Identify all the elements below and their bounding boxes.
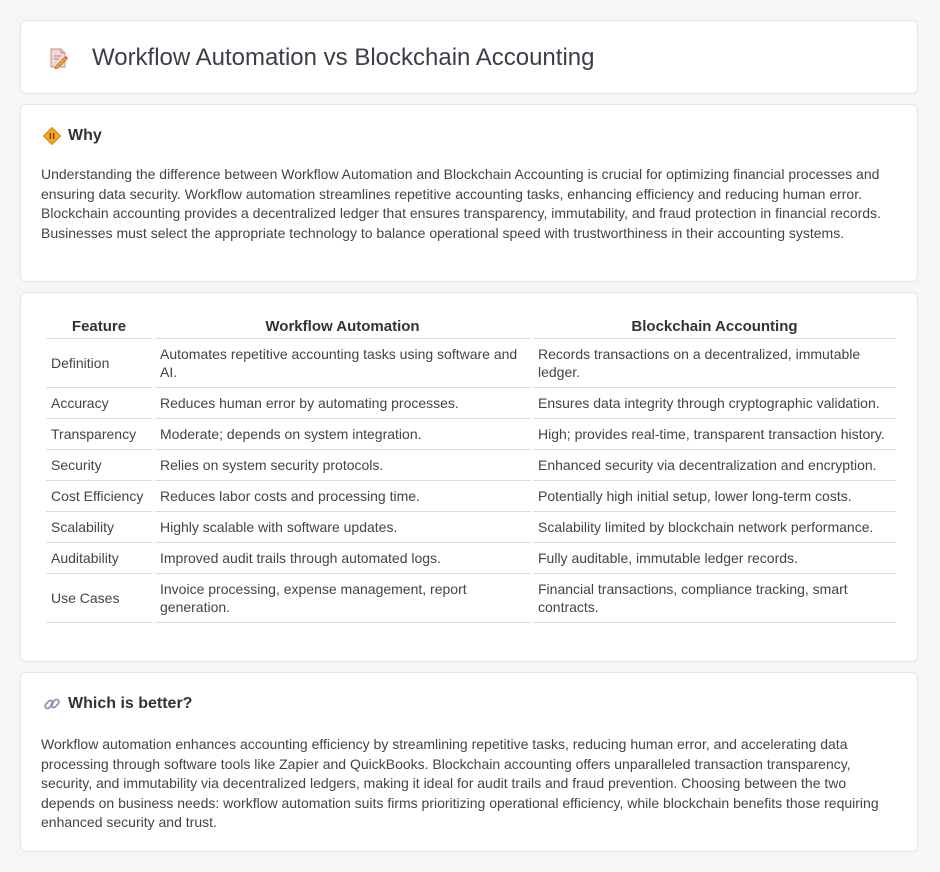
link-icon [43,695,61,713]
workflow-cell: Reduces labor costs and processing time. [155,481,530,512]
column-header-workflow-automation: Workflow Automation [155,315,530,339]
blockchain-cell: High; provides real-time, transparent transaction history. [533,419,896,450]
workflow-cell: Improved audit trails through automated logs. [155,543,530,574]
better-text: Workflow automation enhances accounting efficiency by streamlining repetitive tasks, reducing human error, and accelerating data processing through software tools like Zapier and QuickBooks. Blockchain accounting offers unparalleled transaction transparency, security, and immutability via decentralized ledgers, making it ideal for audit trails and fraud prevention. Choosing between the two depends on business needs: workflow automation suits firms prioritizing operational efficiency, while blockchain benefits those requiring enhanced security and trust. [41,736,879,830]
workflow-cell: Automates repetitive accounting tasks using software and AI. [155,339,530,388]
comparison-section [20,292,918,662]
feature-cell: Scalability [46,512,152,543]
why-header [43,127,102,145]
blockchain-cell: Potentially high initial setup, lower long-term costs. [533,481,896,512]
better-header [43,695,192,713]
table-row [46,450,896,481]
workflow-cell: Reduces human error by automating processes. [155,388,530,419]
document-pencil-icon [47,47,69,69]
comparison-table [43,315,899,623]
blockchain-cell: Ensures data integrity through cryptographic validation. [533,388,896,419]
workflow-cell: Invoice processing, expense management, report generation. [155,574,530,623]
table-row [46,512,896,543]
table-row [46,339,896,388]
page-title: Workflow Automation vs Blockchain Accounting [92,44,595,71]
feature-cell: Use Cases [46,574,152,623]
feature-cell: Cost Efficiency [46,481,152,512]
workflow-cell: Highly scalable with software updates. [155,512,530,543]
blockchain-cell: Enhanced security via decentralization and encryption. [533,450,896,481]
column-header-feature: Feature [46,315,152,339]
feature-cell: Definition [46,339,152,388]
blockchain-cell: Financial transactions, compliance tracking, smart contracts. [533,574,896,623]
why-section [20,104,918,282]
feature-cell: Security [46,450,152,481]
workflow-cell: Moderate; depends on system integration. [155,419,530,450]
why-heading: Why [68,127,102,144]
feature-cell: Accuracy [46,388,152,419]
table-row [46,574,896,623]
table-row [46,543,896,574]
table-row [46,481,896,512]
why-text: Understanding the difference between Workflow Automation and Blockchain Accounting is crucial for optimizing financial processes and ensuring data security. Workflow automation streamlines repetitive accounting tasks, enhancing efficiency and reducing human error. Blockchain accounting provides a decentralized ledger that ensures transparency, immutability, and fraud protection in financial records. Businesses must select the appropriate technology to balance operational speed with trustworthiness in their accounting systems. [41,166,881,241]
blockchain-cell: Records transactions on a decentralized, immutable ledger. [533,339,896,388]
blockchain-cell: Fully auditable, immutable ledger records. [533,543,896,574]
blockchain-cell: Scalability limited by blockchain network performance. [533,512,896,543]
table-row [46,419,896,450]
table-row [46,388,896,419]
table-header-row [46,315,896,339]
workflow-cell: Relies on system security protocols. [155,450,530,481]
column-header-blockchain-accounting: Blockchain Accounting [533,315,896,339]
title-card [20,20,918,94]
which-is-better-section [20,672,918,852]
feature-cell: Auditability [46,543,152,574]
better-heading: Which is better? [68,695,193,712]
diamond-sign-icon [43,127,61,145]
feature-cell: Transparency [46,419,152,450]
